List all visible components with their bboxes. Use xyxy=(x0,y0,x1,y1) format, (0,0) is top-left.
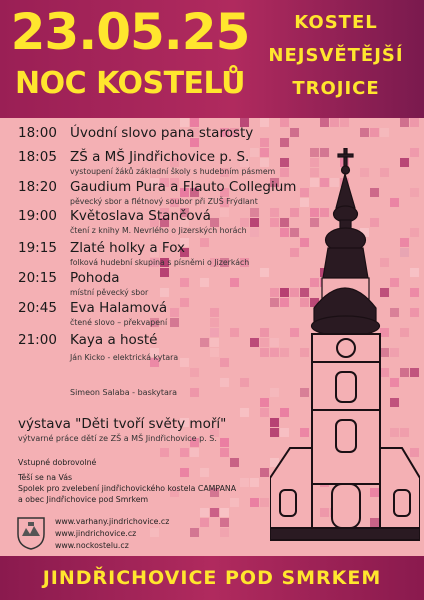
schedule-time: 18:05 xyxy=(18,149,57,165)
schedule-title: Pohoda xyxy=(70,270,120,286)
pixel-square xyxy=(220,528,229,537)
pixel-square xyxy=(230,458,239,467)
pixel-square xyxy=(240,478,249,487)
schedule-time: 21:00 xyxy=(18,332,57,348)
pixel-square xyxy=(320,118,329,127)
schedule-title: Zlaté holky a Fox xyxy=(70,240,186,256)
header-band xyxy=(0,0,424,118)
pixel-square xyxy=(150,528,159,537)
pixel-square xyxy=(260,408,269,417)
pixel-square xyxy=(200,518,209,527)
schedule-desc: vystoupení žáků základní školy s hudebním pásmem xyxy=(70,167,276,176)
pixel-square xyxy=(220,378,229,387)
schedule-title: Úvodní slovo pana starosty xyxy=(70,125,254,141)
organizer-line-2: a obec Jindřichovice pod Smrkem xyxy=(18,495,149,504)
pixel-square xyxy=(200,508,209,517)
entry-info: Vstupné dobrovolné xyxy=(18,458,97,467)
link-varhany[interactable]: www.varhany.jindrichovice.cz xyxy=(55,517,170,526)
pixel-square xyxy=(220,518,229,527)
schedule-time: 20:45 xyxy=(18,300,57,316)
pixel-square xyxy=(250,478,259,487)
pixel-square xyxy=(190,448,199,457)
pixel-square xyxy=(190,528,199,537)
pixel-square xyxy=(250,498,259,507)
pixel-square xyxy=(340,118,349,127)
schedule-title: Kaya a hosté xyxy=(70,332,158,348)
link-nockostelu[interactable]: www.nockostelu.cz xyxy=(55,541,129,550)
schedule-time: 18:20 xyxy=(18,179,57,195)
schedule-desc: Ján Kicko - elektrická kytara xyxy=(70,353,179,362)
event-date: 23.05.25 xyxy=(10,3,250,61)
church-line-3: TROJICE xyxy=(292,78,380,99)
pixel-square xyxy=(360,128,369,137)
schedule-title: Eva Halamová xyxy=(70,300,168,316)
pixel-square xyxy=(260,398,269,407)
pixel-square xyxy=(230,498,239,507)
pixel-square xyxy=(260,498,269,507)
pixel-square xyxy=(160,448,169,457)
church-name xyxy=(250,6,422,105)
schedule-time: 19:15 xyxy=(18,240,57,256)
pixel-square xyxy=(210,508,219,517)
schedule-desc: čtení z knihy M. Nevrlého o Jizerských horách xyxy=(70,226,247,235)
schedule-time: 20:15 xyxy=(18,270,57,286)
schedule-extra-line: Simeon Salaba - baskytara xyxy=(70,388,178,397)
pixel-square xyxy=(190,388,199,397)
schedule-desc: čtené slovo – překvapení xyxy=(70,318,168,327)
organizer-line-1: Spolek pro zvelebení jindřichovického kostela CAMPANA xyxy=(18,484,237,493)
pixel-square xyxy=(180,448,189,457)
link-jindrichovice[interactable]: www.jindrichovice.cz xyxy=(55,529,137,538)
pixel-square xyxy=(330,118,339,127)
schedule-desc: pěvecký sbor a flétnový soubor při ZUŠ Frýdlant xyxy=(70,197,258,206)
church-line-1: KOSTEL xyxy=(294,12,378,33)
pixel-square xyxy=(190,368,199,377)
coat-of-arms-icon xyxy=(16,516,46,550)
pixel-square xyxy=(400,118,409,127)
pixel-square xyxy=(260,468,269,477)
exhibit-desc: výtvarné práce dětí ze ZŠ a MŠ Jindřichovice p. S. xyxy=(18,434,217,443)
pixel-square xyxy=(220,508,229,517)
schedule-desc: místní pěvecký sbor xyxy=(70,288,149,297)
pixel-square xyxy=(370,128,379,137)
schedule-time: 18:00 xyxy=(18,125,57,141)
event-title: NOC KOSTELŮ xyxy=(15,66,245,101)
church-line-2: NEJSVĚTĚJŠÍ xyxy=(268,45,404,66)
schedule-desc: folková hudební skupina s písněmi o Jizerkách xyxy=(70,258,250,267)
exhibit-title: výstava "Děti tvoří světy moří" xyxy=(18,416,227,432)
pixel-square xyxy=(380,128,389,137)
footer-band xyxy=(0,556,424,600)
schedule-time: 19:00 xyxy=(18,208,57,224)
schedule-title: ZŠ a MŠ Jindřichovice p. S. xyxy=(70,149,250,165)
church-tower-illustration xyxy=(270,148,420,548)
pixel-square xyxy=(200,468,209,477)
footer-location: JINDŘICHOVICE POD SMRKEM xyxy=(42,567,382,589)
welcome-text: Těší se na Vás xyxy=(18,473,73,482)
schedule-item xyxy=(18,124,318,148)
pixel-square xyxy=(240,378,249,387)
pixel-square xyxy=(410,118,419,127)
pixel-square xyxy=(220,438,229,447)
pixel-square xyxy=(180,468,189,477)
schedule-title: Gaudium Pura a Flauto Collegium xyxy=(70,179,297,195)
pixel-square xyxy=(220,448,229,457)
schedule-title: Květoslava Stančová xyxy=(70,208,211,224)
pixel-square xyxy=(240,408,249,417)
